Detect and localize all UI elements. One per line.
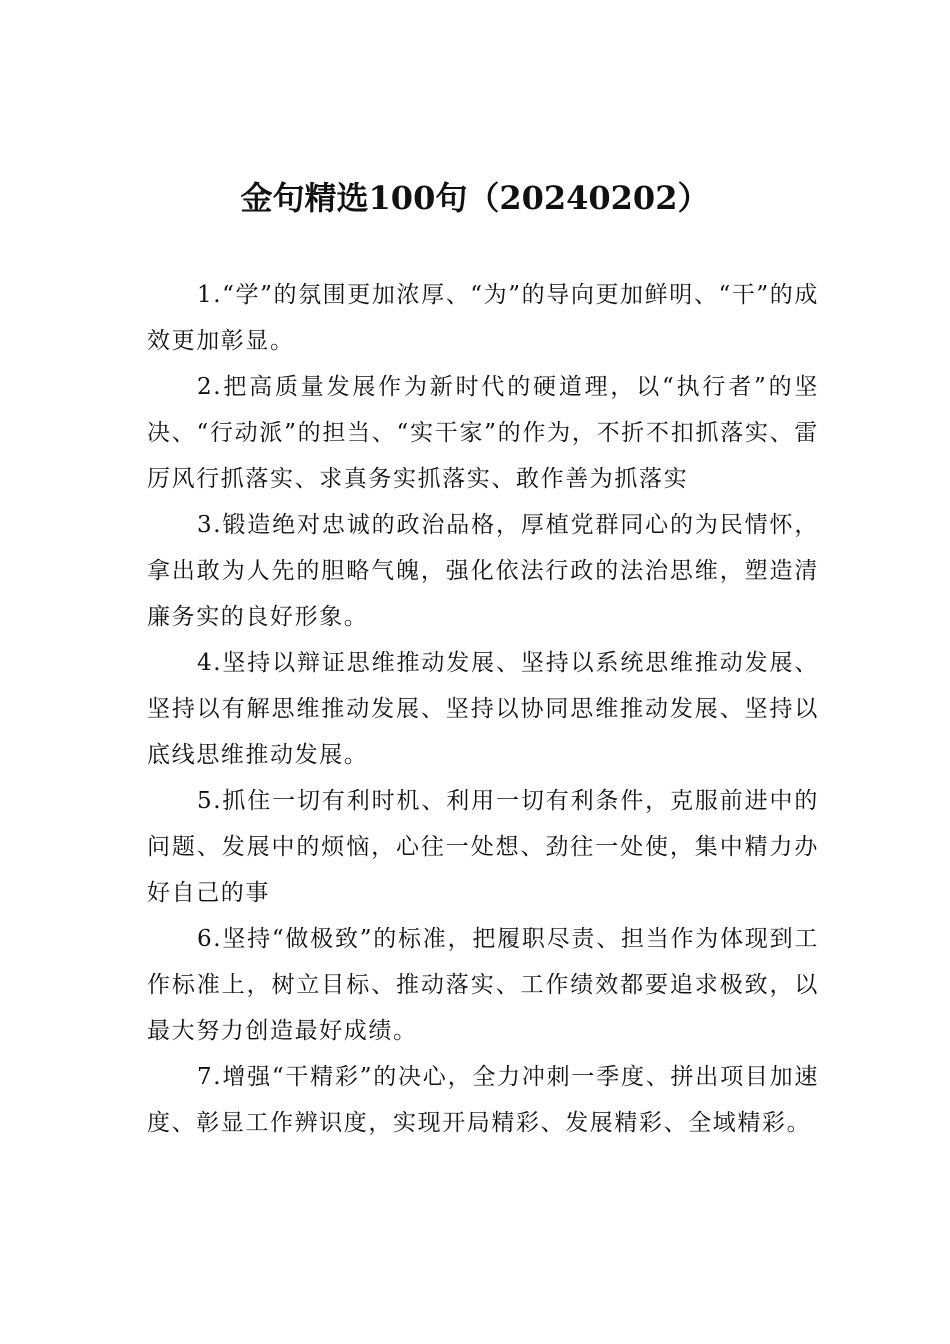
paragraph-3: 3.锻造绝对忠诚的政治品格，厚植党群同心的为民情怀，拿出敢为人先的胆略气魄，强化依法行政的法治思维，塑造清廉务实的良好形象。 [147,512,819,630]
paragraph-4: 4.坚持以辩证思维推动发展、坚持以系统思维推动发展、坚持以有解思维推动发展、坚持以协同思维推动发展、坚持以底线思维推动发展。 [147,650,819,768]
paragraph-6: 6.坚持“做极致”的标准，把履职尽责、担当作为体现到工作标准上，树立目标、推动落实、工作绩效都要追求极致，以最大努力创造最好成绩。 [147,926,819,1044]
paragraph-5: 5.抓住一切有利时机、利用一切有利条件，克服前进中的问题、发展中的烦恼，心往一处想、劲往一处使，集中精力办好自己的事 [147,788,819,906]
paragraph-1: 1.“学”的氛围更加浓厚、“为”的导向更加鲜明、“干”的成效更加彰显。 [147,282,819,354]
document-body [147,272,819,1146]
document-title: 金句精选100句（20240202） [240,179,710,217]
paragraph-7: 7.增强“干精彩”的决心，全力冲刺一季度、拼出项目加速度、彰显工作辨识度，实现开局精彩、发展精彩、全域精彩。 [147,1064,819,1136]
paragraph-2: 2.把高质量发展作为新时代的硬道理，以“执行者”的坚决、“行动派”的担当、“实干家”的作为，不折不扣抓落实、雷厉风行抓落实、求真务实抓落实、敢作善为抓落实 [147,374,819,492]
